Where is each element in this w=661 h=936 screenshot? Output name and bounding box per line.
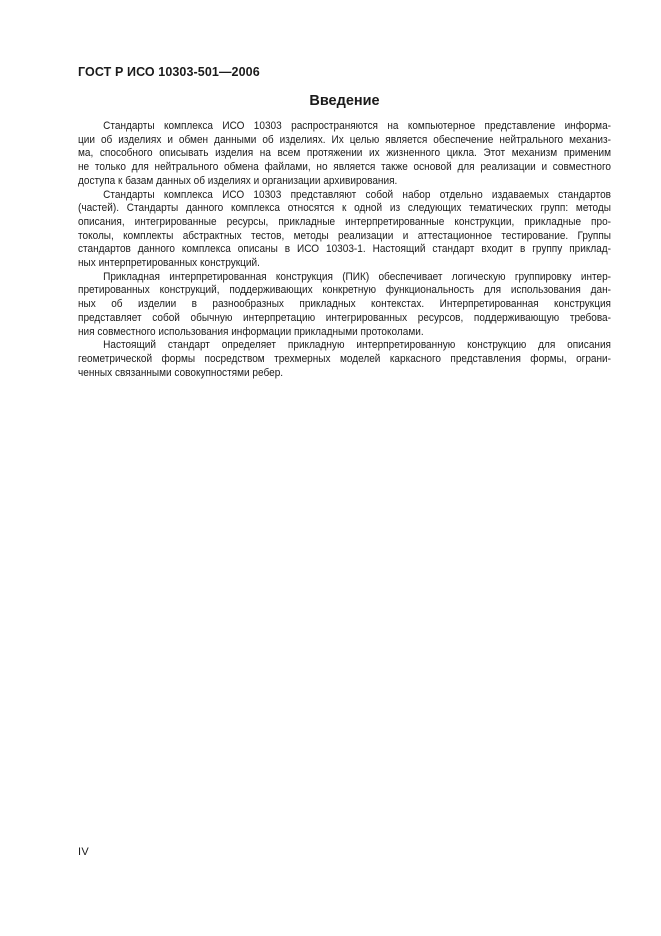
text-line: токолы, комплекты абстрактных тестов, методы реализации и аттестационное тестирование. Группы: [78, 229, 612, 242]
text-line: (частей). Стандарты данного комплекса относятся к одной из следующих тематических групп: методы: [78, 202, 612, 215]
text-line: геометрической формы посредством трехмерных моделей каркасного представления формы, ограни-: [78, 352, 612, 365]
text-line: ченных связанными совокупностями ребер.: [78, 366, 284, 379]
text-line: доступа к базам данных об изделиях и организации архивирования.: [78, 174, 398, 187]
text-line: Стандарты комплекса ИСО 10303 распространяются на компьютерное представление информа-: [103, 120, 612, 132]
text-line: Стандарты комплекса ИСО 10303 представляют собой набор отдельно издаваемых стандартов: [103, 188, 612, 201]
text-line: ния совместного использования информации прикладными протоколами.: [78, 325, 424, 338]
text-line: стандартов данного комплекса описаны в ИСО 10303-1. Настоящий стандарт входит в группу приклад-: [78, 243, 612, 256]
paragraph: [78, 271, 611, 340]
section-title: Введение: [309, 93, 380, 109]
text-line: ных об изделии в разнообразных прикладных контекстах. Интерпретированная конструкция: [78, 298, 612, 311]
text-line: описания, интегрированные ресурсы, прикладные интерпретированные конструкции, прикладные про-: [78, 215, 612, 228]
text-line: Прикладная интерпретированная конструкция (ПИК) обеспечивает логическую группировку интер-: [103, 270, 612, 283]
paragraph: [78, 339, 611, 380]
paragraph: [78, 120, 611, 189]
running-header: ГОСТ Р ИСО 10303-501—2006: [78, 65, 260, 79]
paragraph: [78, 189, 611, 271]
text-line: Настоящий стандарт определяет прикладную интерпретированную конструкцию для описания: [103, 339, 612, 352]
text-line: претированных конструкций, поддерживающих конкретную функциональность для использования дан-: [78, 284, 612, 297]
text-line: ции об изделиях и обмен данными об изделиях. Их целью является обеспечение нейтрального механиз-: [78, 133, 612, 146]
page-number: IV: [78, 846, 89, 858]
text-line: ма, способного описывать изделия на всем протяжении их жизненного цикла. Этот механизм применим: [78, 147, 612, 160]
text-line: не только для нейтрального обмена файлами, но является также основой для реализации и совместного: [78, 161, 612, 174]
text-line: ных интерпретированных конструкций.: [78, 257, 260, 270]
text-line: представляет собой обычную интерпретацию интегрированных ресурсов, поддерживающую требова-: [78, 311, 612, 324]
body-text: [78, 120, 611, 380]
